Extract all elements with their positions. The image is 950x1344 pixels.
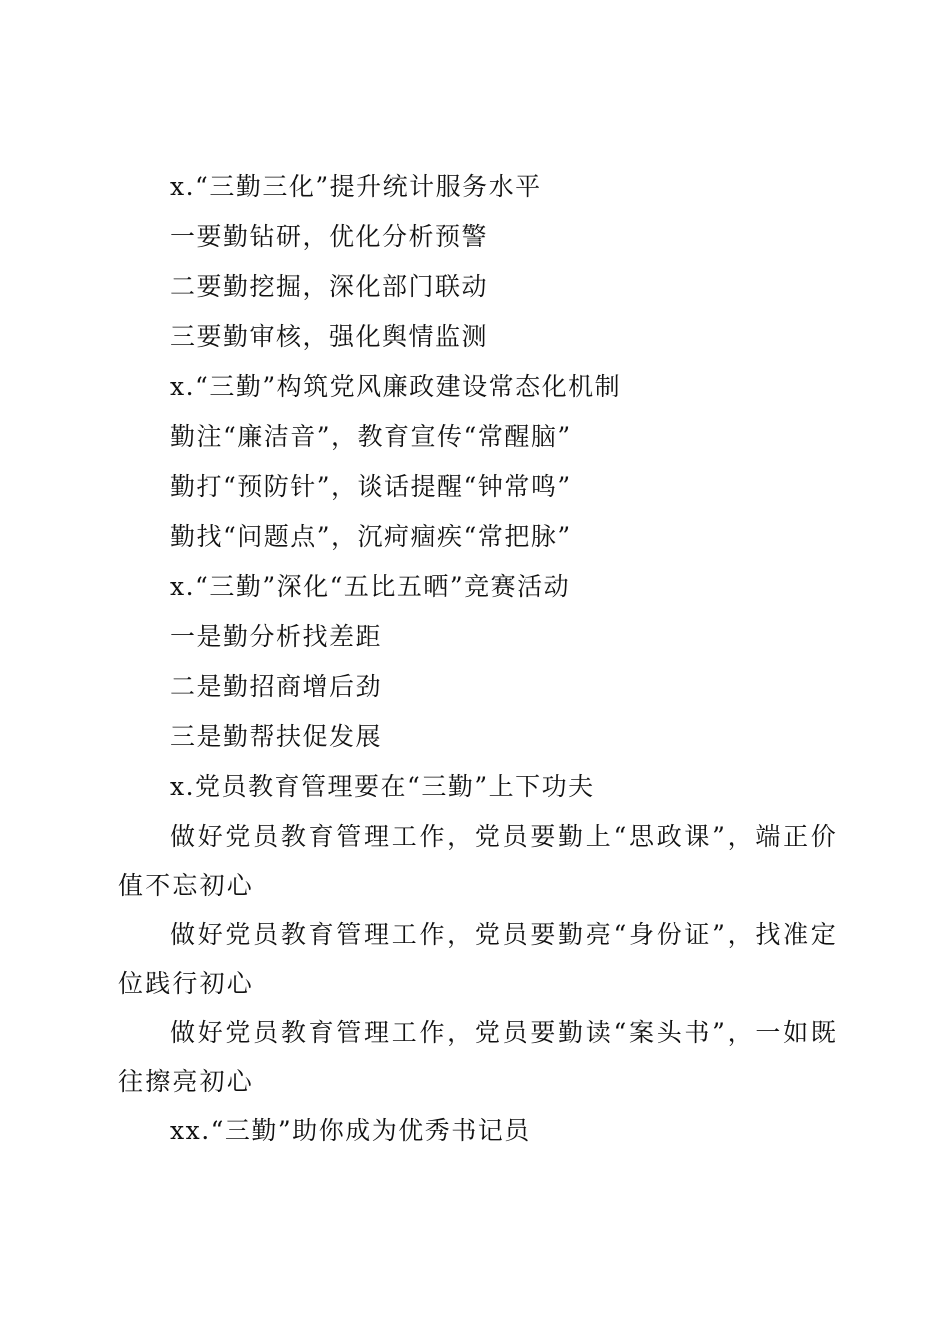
text-line: 一要勤钻研，优化分析预警 [170,222,489,251]
document-body [118,162,838,1156]
text-line: 三是勤帮扶促发展 [170,722,383,751]
text-line: 勤打“预防针”，谈话提醒“钟常鸣” [170,472,572,501]
heading-line: x.“三勤三化”提升统计服务水平 [170,172,542,201]
paragraph: 做好党员教育管理工作，党员要勤亮“身份证”，找准定位践行初心 [118,920,838,998]
text-line: 勤注“廉洁音”，教育宣传“常醒脑” [170,422,572,451]
heading-line: x.党员教育管理要在“三勤”上下功夫 [170,772,595,801]
heading-line: xx.“三勤”助你成为优秀书记员 [170,1116,531,1145]
text-line: 二要勤挖掘，深化部门联动 [170,272,489,301]
text-line: 二是勤招商增后劲 [170,672,383,701]
paragraph: 做好党员教育管理工作，党员要勤上“思政课”，端正价值不忘初心 [118,822,838,900]
text-line: 一是勤分析找差距 [170,622,383,651]
text-line: 三要勤审核，强化舆情监测 [170,322,489,351]
heading-line: x.“三勤”构筑党风廉政建设常态化机制 [170,372,622,401]
text-line: 勤找“问题点”，沉疴痼疾“常把脉” [170,522,572,551]
heading-line: x.“三勤”深化“五比五晒”竞赛活动 [170,572,571,601]
paragraph: 做好党员教育管理工作，党员要勤读“案头书”，一如既往擦亮初心 [118,1018,838,1096]
